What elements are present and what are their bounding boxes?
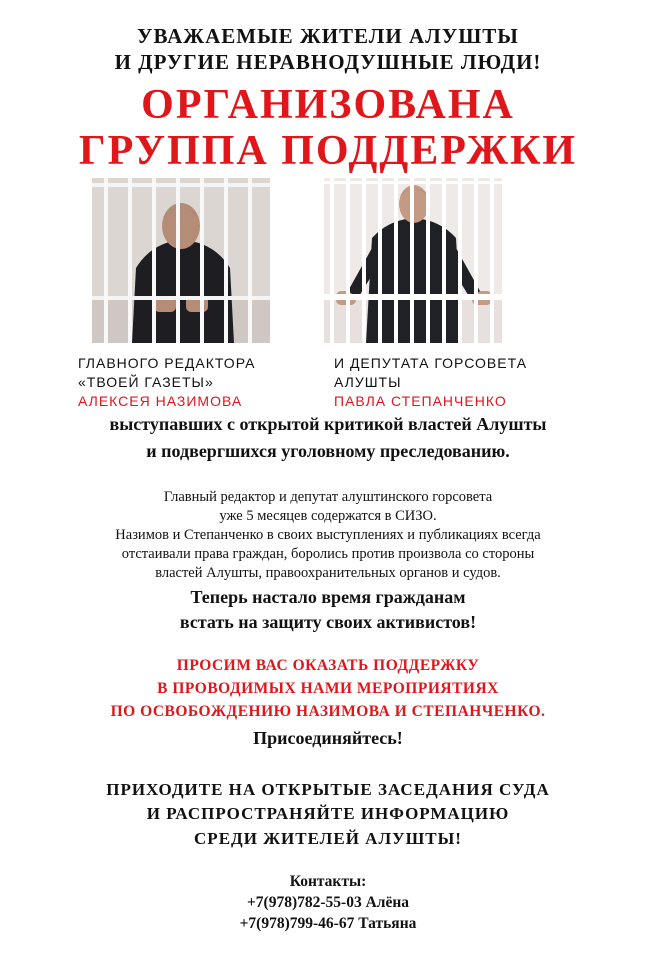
caption-role-line-1: И ДЕПУТАТА ГОРСОВЕТА (334, 355, 528, 371)
accused-line-1: выступавших с открытой критикой властей Алушты (109, 414, 547, 434)
header-line-1: УВАЖАЕМЫЕ ЖИТЕЛИ АЛУШТЫ (137, 24, 519, 48)
headline-line-1: ОРГАНИЗОВАНА (141, 82, 515, 128)
contact-phone-alena: +7(978)782-55-03 Алёна (246, 894, 410, 911)
request-line-2: В ПРОВОДИМЫХ НАМИ МЕРОПРИЯТИЯХ (157, 680, 499, 697)
header-line-2: И ДРУГИЕ НЕРАВНОДУШНЫЕ ЛЮДИ! (114, 50, 542, 74)
join-call: Присоединяйтесь! (253, 728, 403, 748)
call-line-1: Теперь настало время гражданам (190, 587, 466, 607)
request-line-1: ПРОСИМ ВАС ОКАЗАТЬ ПОДДЕРЖКУ (176, 657, 480, 674)
caption-role-line-2: АЛУШТЫ (334, 374, 402, 390)
final-line-1: ПРИХОДИТЕ НА ОТКРЫТЫЕ ЗАСЕДАНИЯ СУДА (106, 780, 550, 799)
caption-name: ПАВЛА СТЕПАНЧЕНКО (334, 393, 507, 409)
contact-phone-tatiana: +7(978)799-46-67 Татьяна (239, 915, 417, 932)
paragraph-line-5: властей Алушты, правоохранительных органов и судов. (155, 565, 501, 581)
call-line-2: встать на защиту своих активистов! (179, 612, 477, 632)
paragraph-line-2: уже 5 месяцев содержатся в СИЗО. (219, 508, 437, 524)
caption-stepanchenko (334, 354, 594, 411)
caption-name: АЛЕКСЕЯ НАЗИМОВА (78, 393, 243, 409)
photo-stepanchenko-behind-bars (324, 178, 502, 343)
final-line-2: И РАСПРОСТРАНЯЙТЕ ИНФОРМАЦИЮ (146, 804, 510, 823)
caption-nazimov (78, 354, 318, 411)
paragraph-line-4: отстаивали права граждан, боролись против произвола со стороны (121, 546, 535, 562)
accused-line-2: и подвергшихся уголовному преследованию. (146, 441, 510, 461)
request-line-3: ПО ОСВОБОЖДЕНИЮ НАЗИМОВА И СТЕПАНЧЕНКО. (110, 703, 546, 720)
caption-role-line-1: ГЛАВНОГО РЕДАКТОРА (78, 355, 256, 371)
paragraph-line-1: Главный редактор и депутат алуштинского горсовета (163, 489, 493, 505)
contacts-title: Контакты: (289, 873, 367, 890)
photo-nazimov-behind-bars (92, 178, 270, 343)
headline-line-2: ГРУППА ПОДДЕРЖКИ (78, 128, 578, 174)
final-line-3: СРЕДИ ЖИТЕЛЕЙ АЛУШТЫ! (194, 829, 462, 848)
caption-role-line-2: «ТВОЕЙ ГАЗЕТЫ» (78, 374, 214, 390)
paragraph-line-3: Назимов и Степанченко в своих выступлениях и публикациях всегда (115, 527, 541, 543)
